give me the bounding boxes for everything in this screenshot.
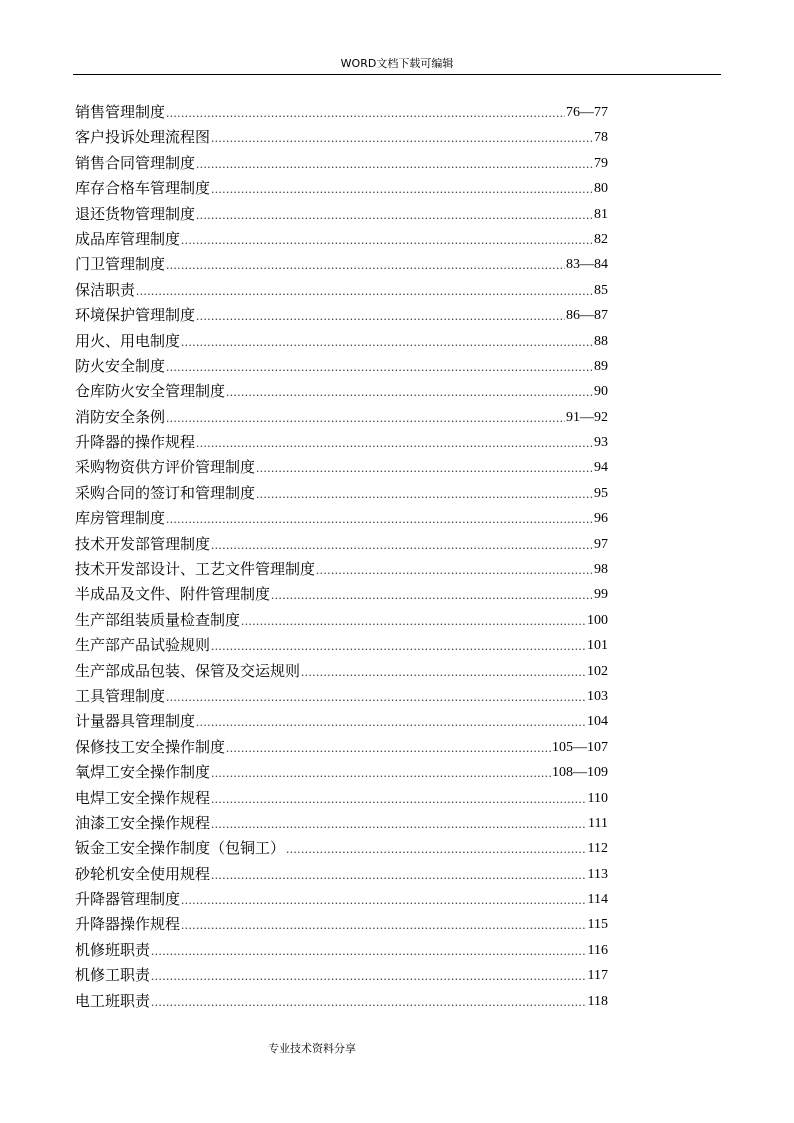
toc-entry-page: 102 xyxy=(587,663,608,679)
toc-leader-dots xyxy=(211,532,593,557)
toc-entry-page: 116 xyxy=(587,942,608,958)
toc-entry xyxy=(75,557,608,582)
toc-leader-dots xyxy=(181,887,587,912)
toc-entry xyxy=(75,455,608,480)
toc-leader-dots xyxy=(136,278,593,303)
toc-entry-page: 82 xyxy=(594,231,608,247)
toc-leader-dots xyxy=(166,100,565,125)
toc-entry-title: 门卫管理制度 xyxy=(75,255,166,274)
toc-leader-dots xyxy=(256,481,593,506)
toc-leader-dots xyxy=(151,963,587,988)
toc-entry-page: 85 xyxy=(594,282,608,298)
toc-entry-title: 升降器的操作规程 xyxy=(75,433,196,452)
toc-leader-dots xyxy=(211,176,593,201)
toc-leader-dots xyxy=(211,862,587,887)
table-of-contents xyxy=(75,100,608,1014)
toc-leader-dots xyxy=(286,836,587,861)
toc-entry-title: 保修技工安全操作制度 xyxy=(75,737,226,756)
toc-entry xyxy=(75,227,608,252)
toc-leader-dots xyxy=(196,202,593,227)
toc-entry-page: 111 xyxy=(588,815,608,831)
toc-leader-dots xyxy=(181,329,593,354)
toc-entry-page: 105—107 xyxy=(552,739,608,755)
toc-entry-title: 生产部产品试验规则 xyxy=(75,636,211,655)
toc-entry-page: 108—109 xyxy=(552,765,608,781)
toc-entry-page: 96 xyxy=(594,511,608,527)
toc-leader-dots xyxy=(196,709,586,734)
toc-entry-page: 83—84 xyxy=(566,257,608,273)
toc-entry-title: 库存合格车管理制度 xyxy=(75,179,211,198)
toc-leader-dots xyxy=(151,938,587,963)
toc-leader-dots xyxy=(226,735,551,760)
toc-leader-dots xyxy=(256,455,593,480)
toc-entry xyxy=(75,836,608,861)
toc-leader-dots xyxy=(166,506,593,531)
toc-entry-title: 半成品及文件、附件管理制度 xyxy=(75,585,271,604)
toc-leader-dots xyxy=(166,684,586,709)
toc-leader-dots xyxy=(196,151,593,176)
toc-entry-page: 115 xyxy=(587,917,608,933)
toc-entry-title: 电焊工安全操作规程 xyxy=(75,788,211,807)
toc-entry-page: 110 xyxy=(587,790,608,806)
toc-entry-title: 防火安全制度 xyxy=(75,356,166,375)
toc-entry xyxy=(75,989,608,1014)
toc-entry-page: 90 xyxy=(594,384,608,400)
toc-leader-dots xyxy=(241,608,586,633)
toc-entry-title: 成品库管理制度 xyxy=(75,229,181,248)
toc-leader-dots xyxy=(211,811,587,836)
toc-entry-title: 生产部成品包装、保管及交运规则 xyxy=(75,661,301,680)
toc-entry xyxy=(75,786,608,811)
toc-entry-title: 机修班职责 xyxy=(75,940,151,959)
toc-leader-dots xyxy=(196,430,593,455)
toc-entry xyxy=(75,735,608,760)
toc-entry xyxy=(75,303,608,328)
toc-entry-title: 砂轮机安全使用规程 xyxy=(75,864,211,883)
toc-entry-page: 76—77 xyxy=(566,104,608,120)
toc-entry-title: 环境保护管理制度 xyxy=(75,306,196,325)
toc-entry-page: 88 xyxy=(594,333,608,349)
toc-entry-page: 94 xyxy=(594,460,608,476)
toc-entry-title: 计量器具管理制度 xyxy=(75,712,196,731)
toc-entry-title: 消防安全条例 xyxy=(75,407,166,426)
toc-entry xyxy=(75,887,608,912)
toc-entry-title: 机修工职责 xyxy=(75,966,151,985)
toc-entry-title: 技术开发部设计、工艺文件管理制度 xyxy=(75,560,316,579)
toc-entry-title: 用火、用电制度 xyxy=(75,331,181,350)
toc-leader-dots xyxy=(166,252,565,277)
toc-leader-dots xyxy=(181,227,593,252)
page-header: WORD文档下载可编辑 xyxy=(340,57,454,70)
toc-entry-title: 生产部组装质量检查制度 xyxy=(75,610,241,629)
toc-entry-title: 技术开发部管理制度 xyxy=(75,534,211,553)
toc-entry xyxy=(75,709,608,734)
toc-entry-page: 118 xyxy=(587,993,608,1009)
toc-entry xyxy=(75,405,608,430)
toc-entry-page: 99 xyxy=(594,587,608,603)
toc-entry xyxy=(75,151,608,176)
toc-entry-page: 86—87 xyxy=(566,308,608,324)
toc-entry-page: 113 xyxy=(587,866,608,882)
toc-entry xyxy=(75,506,608,531)
toc-entry-title: 电工班职责 xyxy=(75,991,151,1010)
toc-entry-page: 91—92 xyxy=(566,409,608,425)
toc-entry xyxy=(75,608,608,633)
toc-entry-title: 钣金工安全操作制度（包铜工） xyxy=(75,839,286,858)
toc-leader-dots xyxy=(301,659,586,684)
toc-entry-page: 112 xyxy=(587,841,608,857)
toc-entry xyxy=(75,684,608,709)
toc-entry-title: 客户投诉处理流程图 xyxy=(75,128,211,147)
toc-entry-page: 117 xyxy=(587,968,608,984)
toc-entry xyxy=(75,760,608,785)
toc-entry xyxy=(75,100,608,125)
toc-entry-page: 100 xyxy=(587,612,608,628)
toc-entry-page: 80 xyxy=(594,181,608,197)
toc-entry-title: 油漆工安全操作规程 xyxy=(75,813,211,832)
toc-entry-title: 工具管理制度 xyxy=(75,686,166,705)
toc-entry-page: 81 xyxy=(594,206,608,222)
toc-entry-title: 升降器操作规程 xyxy=(75,915,181,934)
toc-entry-title: 库房管理制度 xyxy=(75,509,166,528)
toc-entry xyxy=(75,125,608,150)
toc-leader-dots xyxy=(316,557,593,582)
toc-entry xyxy=(75,202,608,227)
toc-entry-page: 79 xyxy=(594,155,608,171)
toc-entry-page: 104 xyxy=(587,714,608,730)
toc-entry-title: 仓库防火安全管理制度 xyxy=(75,382,226,401)
toc-leader-dots xyxy=(181,912,587,937)
toc-leader-dots xyxy=(226,379,593,404)
toc-entry-title: 保洁职责 xyxy=(75,280,136,299)
toc-entry xyxy=(75,659,608,684)
toc-entry-title: 采购物资供方评价管理制度 xyxy=(75,458,256,477)
toc-entry xyxy=(75,430,608,455)
toc-entry xyxy=(75,633,608,658)
toc-entry-title: 销售合同管理制度 xyxy=(75,153,196,172)
toc-leader-dots xyxy=(166,354,593,379)
toc-entry-title: 升降器管理制度 xyxy=(75,890,181,909)
toc-leader-dots xyxy=(196,303,565,328)
toc-entry xyxy=(75,913,608,938)
toc-entry xyxy=(75,252,608,277)
toc-entry-page: 95 xyxy=(594,485,608,501)
toc-entry xyxy=(75,329,608,354)
header-rule xyxy=(73,74,721,75)
toc-entry xyxy=(75,811,608,836)
toc-entry-page: 78 xyxy=(594,130,608,146)
toc-entry xyxy=(75,938,608,963)
toc-entry-title: 销售管理制度 xyxy=(75,102,166,121)
toc-entry-page: 97 xyxy=(594,536,608,552)
toc-leader-dots xyxy=(211,760,551,785)
toc-entry-page: 101 xyxy=(587,638,608,654)
toc-entry xyxy=(75,862,608,887)
toc-leader-dots xyxy=(166,405,565,430)
toc-leader-dots xyxy=(151,989,587,1014)
toc-entry xyxy=(75,532,608,557)
page-footer: 专业技术资料分享 xyxy=(268,1042,356,1055)
toc-entry-title: 采购合同的签订和管理制度 xyxy=(75,483,256,502)
toc-entry-page: 93 xyxy=(594,435,608,451)
toc-entry-page: 89 xyxy=(594,358,608,374)
toc-entry xyxy=(75,582,608,607)
toc-entry-page: 103 xyxy=(587,688,608,704)
toc-leader-dots xyxy=(211,786,587,811)
toc-entry xyxy=(75,176,608,201)
toc-entry xyxy=(75,963,608,988)
toc-entry xyxy=(75,278,608,303)
toc-entry-page: 98 xyxy=(594,562,608,578)
toc-leader-dots xyxy=(271,582,593,607)
toc-leader-dots xyxy=(211,125,593,150)
toc-entry-page: 114 xyxy=(587,892,608,908)
toc-entry-title: 氧焊工安全操作制度 xyxy=(75,763,211,782)
toc-entry xyxy=(75,354,608,379)
toc-entry xyxy=(75,481,608,506)
toc-entry-title: 退还货物管理制度 xyxy=(75,204,196,223)
toc-entry xyxy=(75,379,608,404)
toc-leader-dots xyxy=(211,633,586,658)
